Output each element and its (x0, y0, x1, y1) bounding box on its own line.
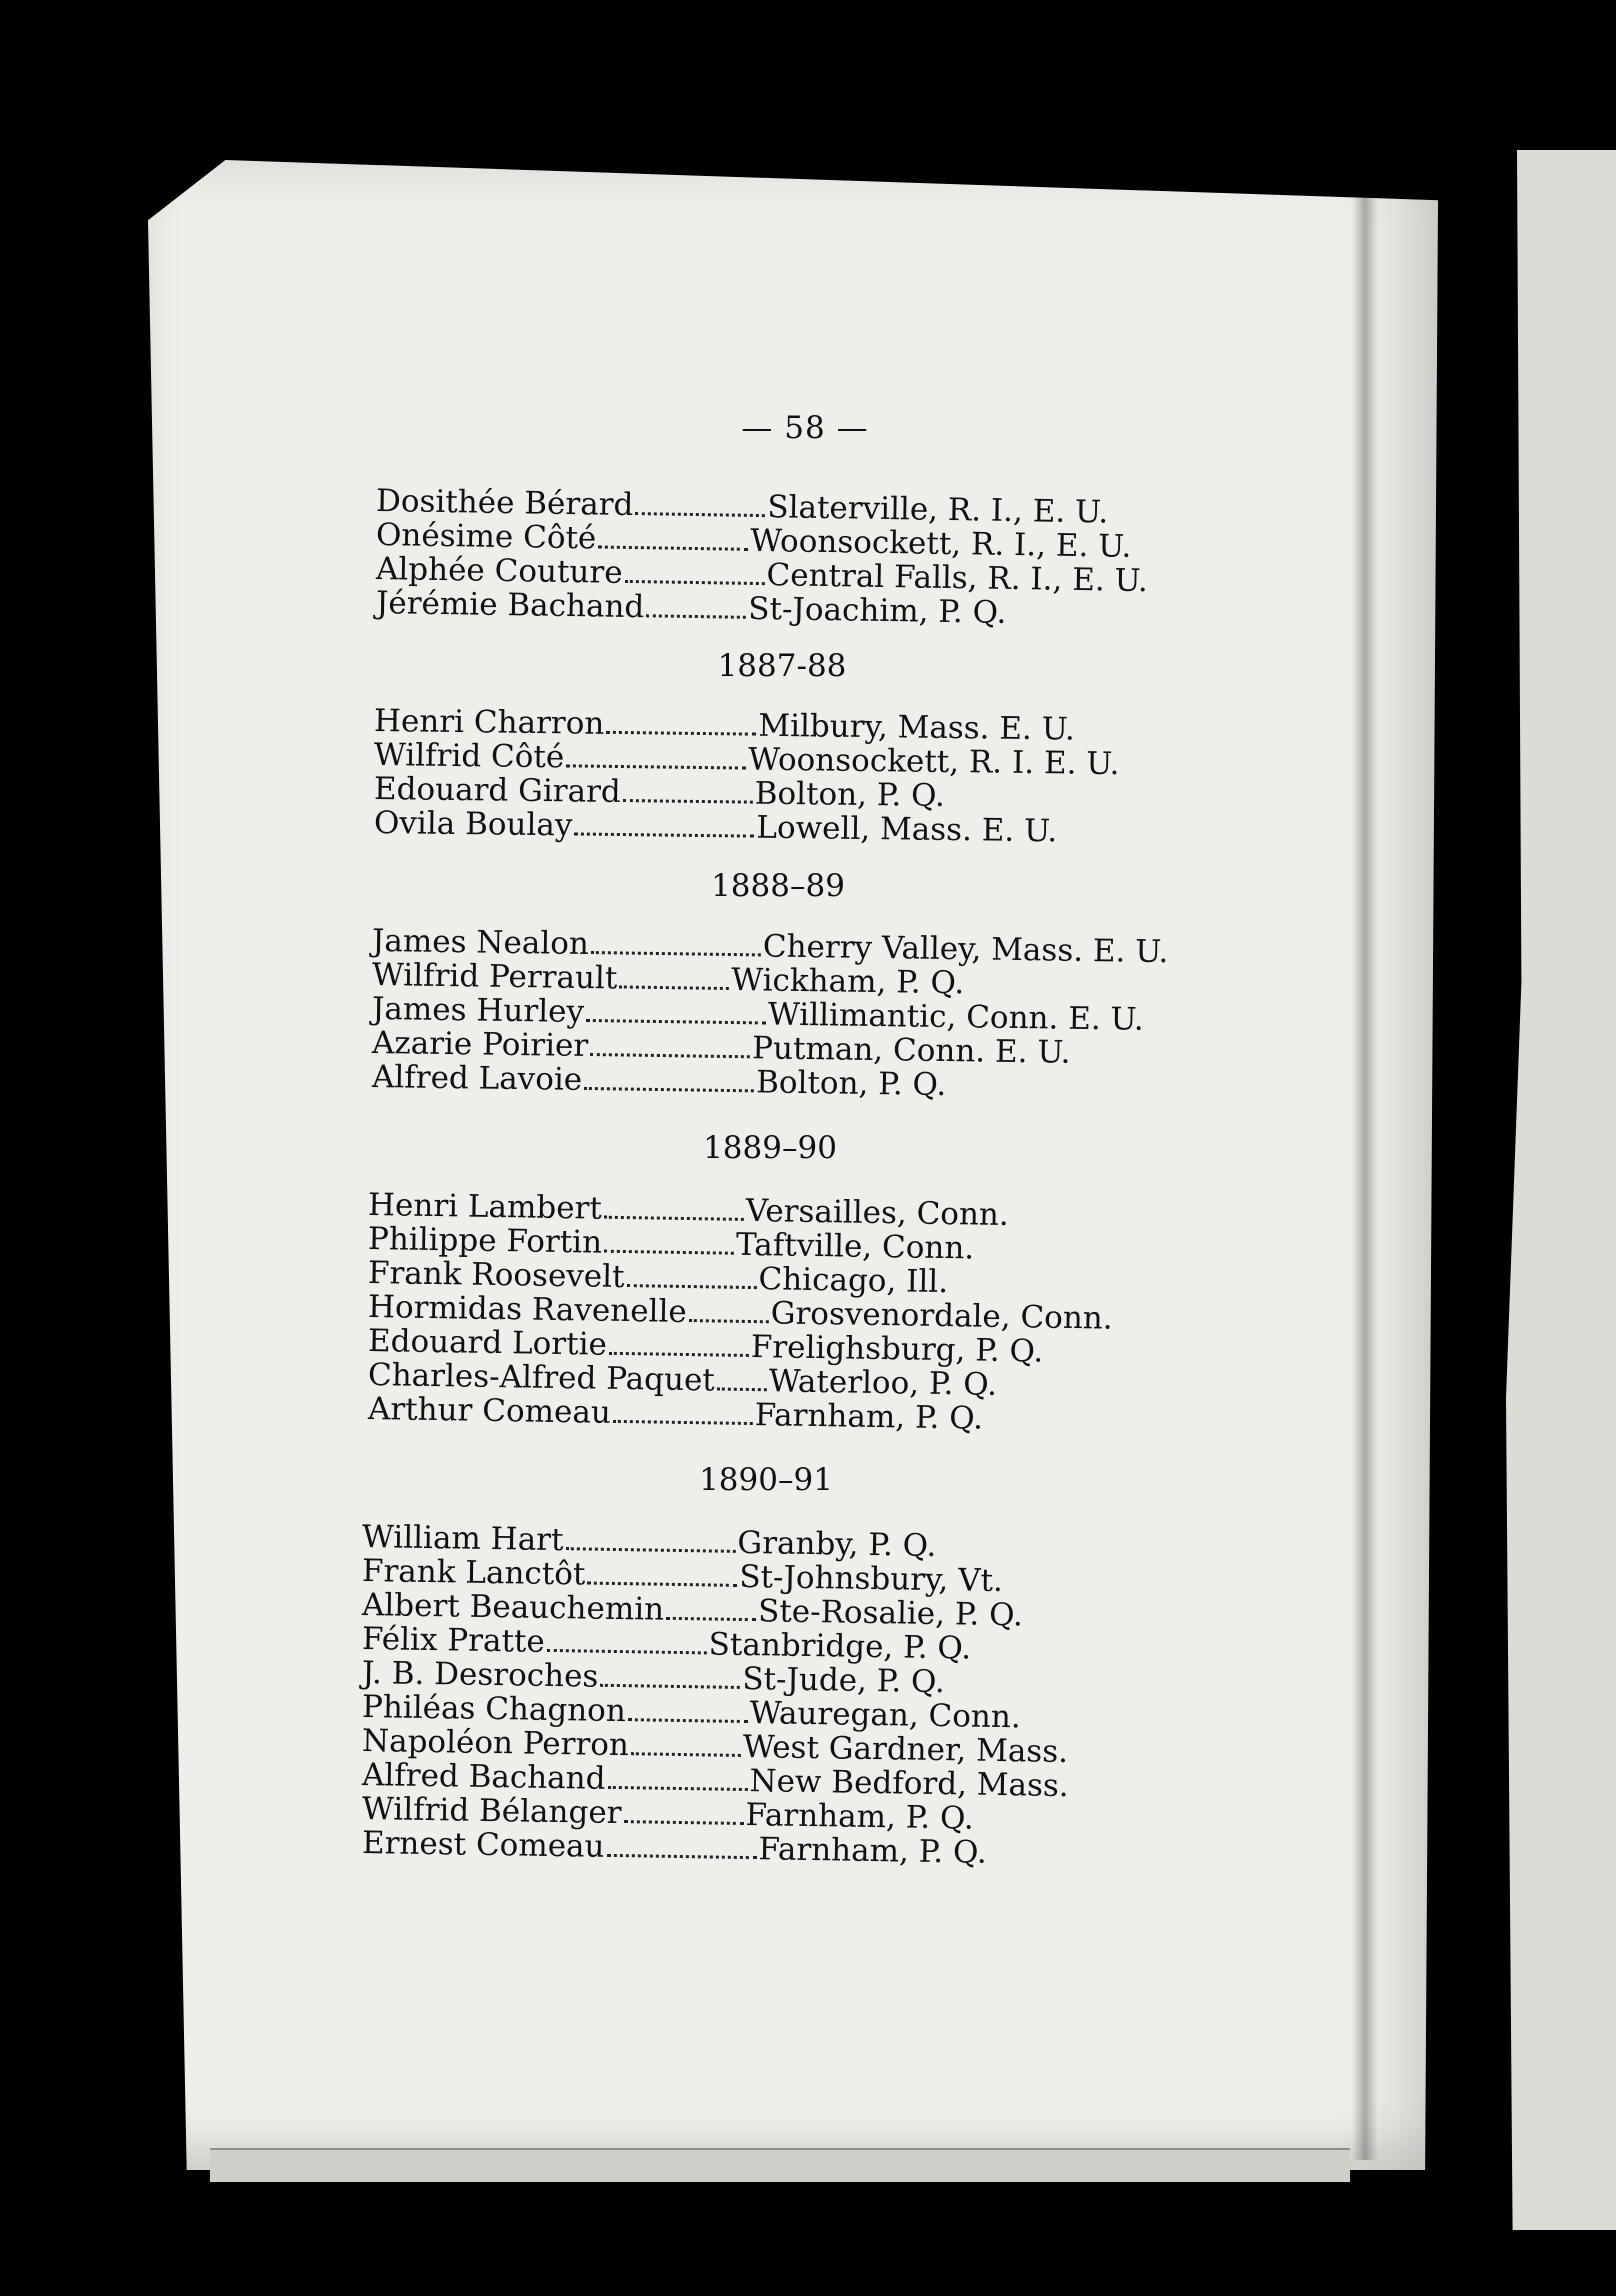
entry-name: Onésime Côté (375, 517, 597, 557)
year-heading: 1887-88 (717, 648, 847, 684)
leader-dots (604, 1242, 734, 1255)
entry-place: Bolton, P. Q. (754, 775, 946, 814)
entry-name: Azarie Poirier (371, 1025, 589, 1065)
entry-place: St-Johnsbury, Vt. (739, 1558, 1004, 1600)
entry-place: Farnham, P. Q. (745, 1797, 975, 1837)
leader-dots (689, 1311, 769, 1323)
entry-place: Woonsockett, R. I. E. U. (748, 741, 1120, 783)
entry-place: Chicago, Ill. (758, 1261, 949, 1301)
entry-place: Frelighsburg, P. Q. (750, 1329, 1044, 1370)
entry-name: Charles-Alfred Paquet (367, 1357, 716, 1399)
leader-dots (590, 1045, 750, 1058)
entry-place: Farnham, P. Q. (754, 1397, 984, 1437)
entry-name: Edouard Girard (373, 771, 621, 811)
list-item (373, 805, 1058, 850)
list-item (371, 1059, 947, 1104)
leader-dots (631, 1744, 741, 1757)
leader-dots (646, 606, 746, 619)
entry-place: Cherry Valley, Mass. E. U. (762, 928, 1169, 971)
entry-place: West Gardner, Mass. (742, 1728, 1069, 1771)
leader-dots (635, 504, 765, 517)
year-heading: 1889–90 (703, 1130, 837, 1166)
entry-name: Hormidas Ravenelle (367, 1289, 688, 1331)
entry-name: James Nealon (371, 923, 590, 963)
leader-dots (574, 824, 754, 837)
leader-dots (604, 1208, 744, 1221)
leader-dots (598, 537, 748, 550)
entry-name: Philippe Fortin (367, 1221, 603, 1261)
leader-dots (623, 1812, 743, 1825)
entry-name: Alfred Lavoie (371, 1059, 583, 1098)
entry-name: Napoléon Perron (361, 1723, 630, 1764)
leader-dots (584, 1079, 754, 1092)
entry-name: Wilfrid Bélanger (361, 1791, 622, 1832)
entry-name: William Hart (361, 1519, 564, 1559)
leader-dots (606, 723, 756, 736)
entry-name: Ernest Comeau (361, 1825, 605, 1865)
entry-name: Ovila Boulay (373, 805, 573, 844)
leader-dots (666, 1609, 756, 1621)
list-item (375, 585, 1007, 631)
entry-name: J. B. Desroches (361, 1655, 599, 1695)
list-item (361, 1825, 988, 1871)
entry-name: Wilfrid Perrault (371, 957, 618, 997)
leader-dots (547, 1641, 707, 1655)
entry-place: Milbury, Mass. E. U. (758, 707, 1076, 748)
leader-dots (586, 1011, 766, 1025)
page-number: — 58 — (741, 410, 869, 446)
leader-dots (587, 1574, 737, 1587)
leader-dots (619, 977, 729, 990)
leader-dots (566, 756, 746, 769)
entry-name: Alphée Couture (375, 551, 623, 591)
entry-place: Ste-Rosalie, P. Q. (757, 1593, 1024, 1634)
leader-dots (628, 1710, 748, 1723)
entry-place: Taftville, Conn. (735, 1226, 975, 1267)
year-heading: 1890–91 (699, 1462, 833, 1498)
leader-dots (717, 1379, 767, 1391)
list-item (367, 1391, 984, 1437)
leader-dots (626, 1276, 756, 1289)
entry-name: Philéas Chagnon (361, 1689, 627, 1730)
entry-place: Farnham, P. Q. (758, 1831, 988, 1871)
entry-name: Dosithée Bérard (375, 483, 634, 524)
entry-name: James Hurley (371, 991, 585, 1030)
entry-name: Henri Lambert (367, 1187, 603, 1227)
year-heading: 1888–89 (711, 868, 845, 904)
entry-place: Wauregan, Conn. (749, 1695, 1022, 1736)
leader-dots (591, 943, 761, 956)
entry-place: Stanbridge, P. Q. (708, 1626, 972, 1667)
leader-dots (609, 1344, 749, 1357)
entry-name: Albert Beauchemin (361, 1587, 665, 1628)
entry-name: Félix Pratte (361, 1621, 546, 1660)
entry-place: Grosvenordale, Conn. (770, 1295, 1113, 1337)
entry-place: New Bedford, Mass. (749, 1763, 1069, 1805)
leader-dots (607, 1778, 747, 1791)
entry-place: St-Jude, P. Q. (742, 1660, 946, 1701)
leader-dots (624, 572, 764, 585)
entry-name: Frank Roosevelt (367, 1255, 625, 1296)
entry-place: Putman, Conn. E. U. (751, 1030, 1071, 1071)
entry-place: Waterloo, P. Q. (768, 1363, 998, 1403)
entry-place: Wickham, P. Q. (731, 962, 965, 1002)
entry-name: Arthur Comeau (367, 1391, 612, 1431)
leader-dots (600, 1676, 740, 1689)
entry-place: Lowell, Mass. E. U. (756, 809, 1058, 850)
entry-place: Willimantic, Conn. E. U. (767, 996, 1144, 1038)
entry-name: Wilfrid Côté (373, 737, 565, 776)
leader-dots (613, 1412, 753, 1425)
leader-dots (623, 791, 753, 804)
entry-place: St-Joachim, P. Q. (748, 590, 1007, 631)
entry-name: Edouard Lortie (367, 1323, 608, 1363)
entry-place: Bolton, P. Q. (755, 1064, 947, 1104)
leader-dots (606, 1846, 756, 1859)
entry-place: Granby, P. Q. (737, 1524, 937, 1565)
entry-name: Alfred Bachand (361, 1757, 606, 1797)
entry-name: Frank Lanctôt (361, 1553, 586, 1593)
entry-name: Henri Charron (373, 703, 605, 742)
entry-name: Jérémie Bachand (375, 585, 645, 626)
entry-place: Woonsockett, R. I., E. U. (750, 522, 1132, 565)
leader-dots (565, 1539, 735, 1553)
entry-place: Central Falls, R. I., E. U. (766, 557, 1149, 600)
entry-place: Versailles, Conn. (745, 1192, 1010, 1234)
entry-place: Slaterville, R. I., E. U. (767, 489, 1109, 531)
